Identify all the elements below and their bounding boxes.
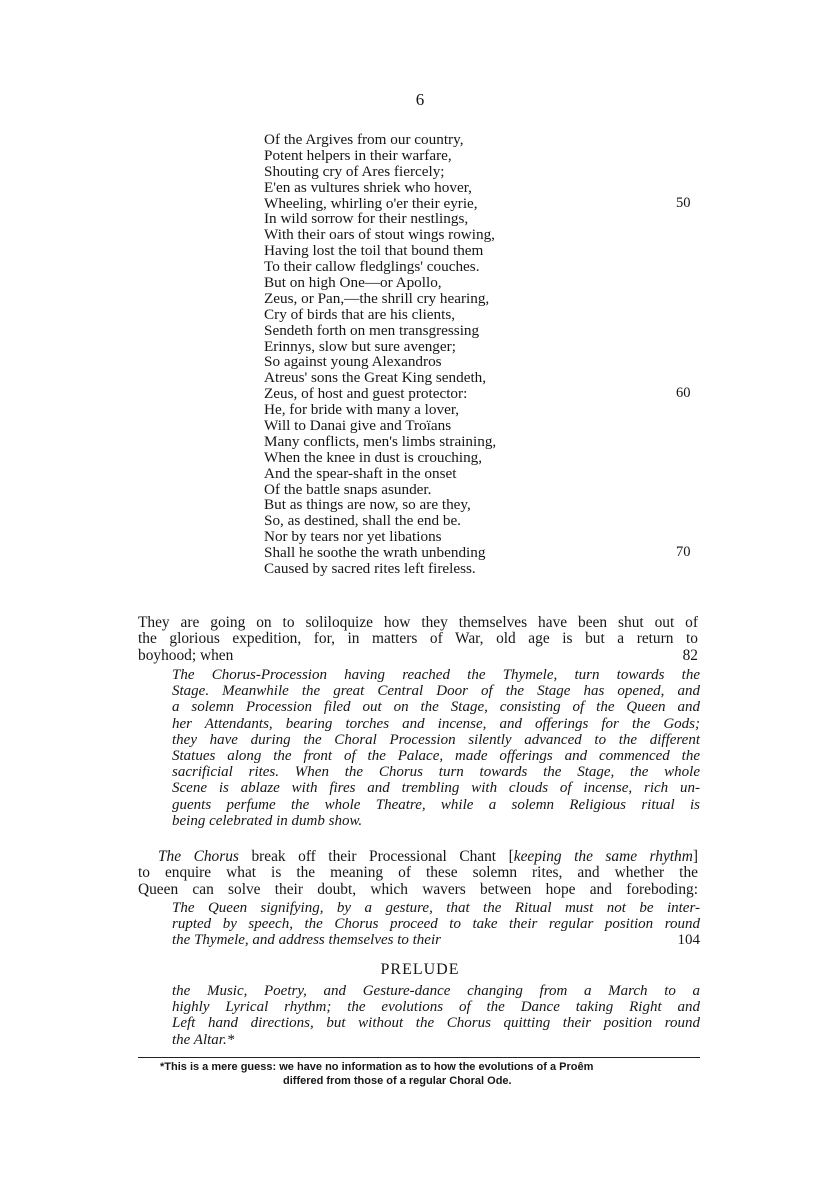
stage-line: Statues along the front of the Palace, made offerings and commenced the [172,747,700,764]
prose-text: break off their Processional Chant [ [238,848,514,865]
line-number: 104 [677,932,700,949]
footnote-rule [138,1057,700,1058]
line-number: 82 [682,646,698,664]
verse-text: But as things are now, so are they, [264,496,471,514]
verse-line [264,497,704,513]
prose-line-text: boyhood; when [138,646,234,664]
stage-line: guents perfume the whole Theatre, while a solemn Religious ritual is [172,796,700,813]
verse-text: Of the battle snaps asunder. [264,480,432,498]
verse-text: In wild sorrow for their nestlings, [264,210,469,228]
verse-line [264,418,704,434]
verse-line [264,370,704,386]
verse-text: He, for bride with many a lover, [264,401,460,419]
verse-block [264,132,704,577]
verse-text: Having lost the toil that bound them [264,242,484,260]
verse-text: Shouting cry of Ares fiercely; [264,162,445,180]
verse-text: To their callow fledglings' couches. [264,258,480,276]
verse-line [264,259,704,275]
stage-line: Scene is ablaze with fires and trembling with clouds of incense, rich un- [172,780,700,797]
verse-text: Wheeling, whirling o'er their eyrie, [264,194,478,212]
prose-text: ] [692,848,699,865]
stage-line [172,932,700,948]
chorus-term: The Chorus [158,848,239,865]
footnote-line: differed from those of a regular Choral Ode. [283,1074,512,1087]
verse-text: Cry of birds that are his clients, [264,305,456,323]
prose-paragraph [138,615,698,664]
line-number: 50 [676,194,691,211]
stage-line: rupted by speech, the Chorus proceed to take their regular position round [172,916,700,933]
stage-line: being celebrated in dumb show. [172,812,363,829]
verse-line [264,354,704,370]
prose-line [138,648,698,664]
verse-text: Of the Argives from our country, [264,131,464,148]
stage-line: her Attendants, bearing torches and incense, and offerings for the Gods; [172,715,700,732]
verse-text: So against young Alexandros [264,353,442,371]
verse-line [264,164,704,180]
prose-line: They are going on to soliloquize how they themselves have been shut out of [138,614,698,631]
stage-line: The Queen signifying, by a gesture, that the Ritual must not be inter- [172,900,700,916]
stage-line: sacrificial rites. When the Chorus turn towards the Stage, the whole [172,764,700,781]
verse-text: Will to Danai give and Troïans [264,417,452,435]
verse-line [264,339,704,355]
verse-text: Nor by tears nor yet libations [264,528,442,546]
stage-line: The Chorus-Procession having reached the Thymele, turn towards the [172,667,700,683]
verse-line [264,450,704,466]
prose-line [138,849,698,865]
stage-direction [172,983,700,1048]
verse-text: Potent helpers in their warfare, [264,146,452,164]
verse-line [264,402,704,418]
verse-line [264,466,704,482]
prose-line: Queen can solve their doubt, which wavers between hope and foreboding: [138,880,698,898]
prose-line: to enquire what is the meaning of these solemn rites, and whether the [138,864,698,882]
verse-line [264,434,704,450]
footnote [160,1061,700,1088]
verse-line [264,291,704,307]
verse-line [264,513,704,529]
stage-direction [172,667,700,829]
stage-line: they have during the Choral Procession silently advanced to the different [172,731,700,748]
prose-line: the glorious expedition, for, in matters of War, old age is but a return to [138,630,698,648]
verse-line [264,148,704,164]
prelude-heading: PRELUDE [380,961,460,978]
stage-line-text: the Thymele, and address themselves to their [172,932,441,949]
line-number: 70 [676,544,691,561]
stage-line: a solemn Procession filed out on the Stage, consisting of the Queen and [172,699,700,716]
verse-line [264,482,704,498]
verse-line [264,386,704,402]
verse-text: And the spear-shaft in the onset [264,464,457,482]
verse-line [264,307,704,323]
verse-text: E'en as vultures shriek who hover, [264,178,472,196]
verse-text: Sendeth forth on men transgressing [264,321,480,339]
stage-line: highly Lyrical rhythm; the evolutions of the Dance taking Right and [172,999,700,1016]
verse-line [264,561,704,577]
verse-line [264,243,704,259]
footnote-line: *This is a mere guess: we have no information as to how the evolutions of a Proêm [160,1061,594,1073]
verse-line [264,196,704,212]
verse-line [264,275,704,291]
verse-text: With their oars of stout wings rowing, [264,226,495,244]
verse-text: Caused by sacred rites left fireless. [264,560,476,578]
prose-paragraph [138,849,698,898]
stage-direction [172,900,700,949]
verse-text: But on high One—or Apollo, [264,274,442,292]
verse-text: Erinnys, slow but sure avenger; [264,337,456,355]
verse-line [264,529,704,545]
verse-line [264,211,704,227]
verse-text: When the knee in dust is crouching, [264,448,483,466]
verse-text: Zeus, or Pan,—the shrill cry hearing, [264,289,490,307]
verse-line [264,132,704,148]
stage-line: Stage. Meanwhile the great Central Door of the Stage has opened, and [172,683,700,700]
verse-line [264,323,704,339]
verse-text: Zeus, of host and guest protector: [264,385,468,403]
verse-line [264,227,704,243]
verse-line [264,545,704,561]
line-number: 60 [676,385,691,402]
verse-line [264,180,704,196]
verse-text: Atreus' sons the Great King sendeth, [264,369,487,387]
stage-line: Left hand directions, but without the Chorus quitting their position round [172,1015,700,1032]
verse-text: Many conflicts, men's limbs straining, [264,432,497,450]
rhythm-note: keeping the same rhythm [513,848,693,865]
stage-line: the Music, Poetry, and Gesture-dance changing from a March to a [172,983,700,999]
verse-text: Shall he soothe the wrath unbending [264,544,486,562]
stage-line: the Altar.* [172,1031,235,1048]
page-number: 6 [415,90,425,109]
verse-text: So, as destined, shall the end be. [264,512,461,530]
